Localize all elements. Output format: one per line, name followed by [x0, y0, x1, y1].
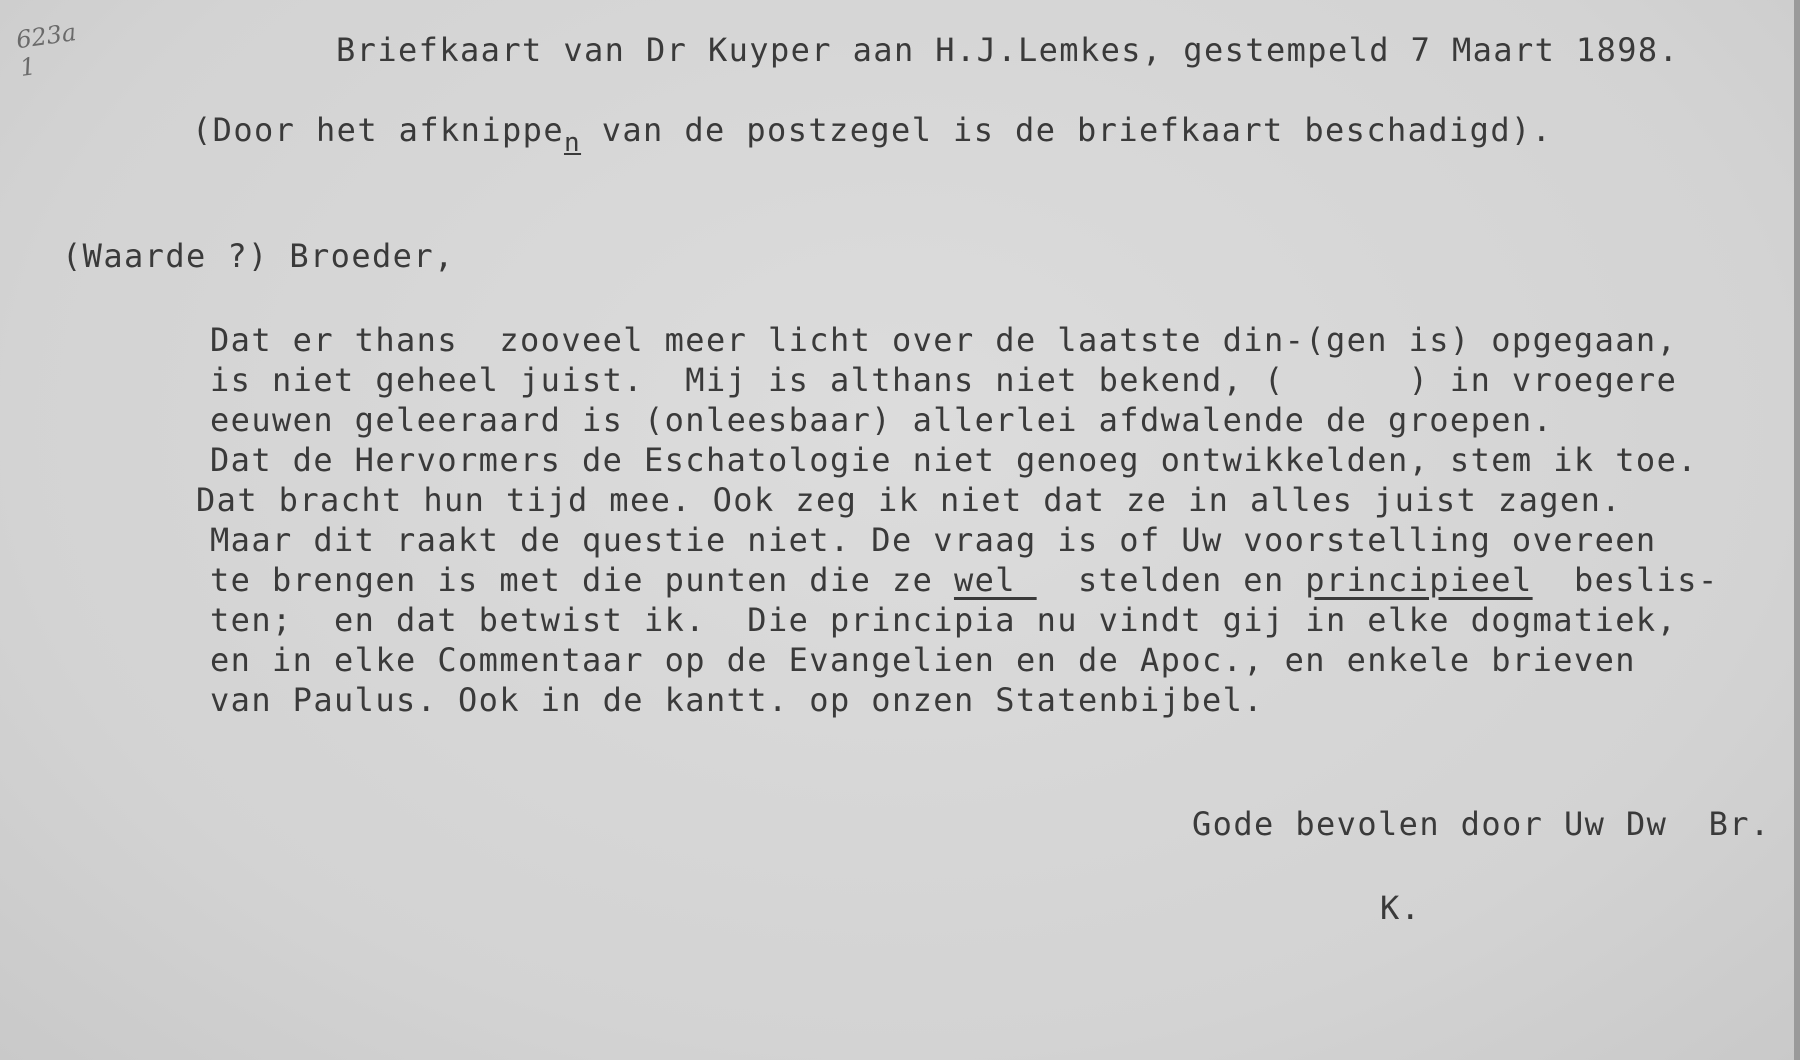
- damage-note-end: van de postzegel is de briefkaart beschadigd).: [581, 111, 1553, 149]
- body-line-7-start: te brengen is met die punten die ze: [210, 561, 954, 599]
- body-line-4: Dat de Hervormers de Eschatologie niet genoeg ontwikkelden, stem ik toe.: [210, 441, 1698, 479]
- page-edge-shadow: [1794, 0, 1800, 1060]
- archive-number-mark: 623a 1: [14, 18, 78, 82]
- body-line-2: is niet geheel juist. Mij is althans niet bekend, ( ) in vroegere: [210, 361, 1678, 399]
- body-line-7-middle: stelden en: [1036, 561, 1306, 599]
- damage-note-start: (Door het afknippe: [192, 111, 564, 149]
- damage-note: [192, 110, 1553, 158]
- underlined-principieel: principieel: [1305, 561, 1533, 599]
- body-line-9: en in elke Commentaar op de Evangelien en de Apoc., en enkele brieven: [210, 641, 1636, 679]
- salutation: (Waarde ?) Broeder,: [62, 237, 455, 275]
- body-line-5: Dat bracht hun tijd mee. Ook zeg ik niet dat ze in alles juist zagen.: [196, 481, 1622, 519]
- document-heading: Briefkaart van Dr Kuyper aan H.J.Lemkes, gestempeld 7 Maart 1898.: [336, 31, 1680, 69]
- signature: K.: [1380, 889, 1422, 927]
- body-line-6: Maar dit raakt de questie niet. De vraag is of Uw voorstelling overeen: [210, 521, 1657, 559]
- body-line-7-end: beslis-: [1532, 561, 1719, 599]
- underlined-wel: wel: [953, 561, 1037, 599]
- closing-line: Gode bevolen door Uw Dw Br.: [1192, 805, 1771, 843]
- damage-note-subscript: n: [563, 128, 582, 158]
- body-line-8: ten; en dat betwist ik. Die principia nu vindt gij in elke dogmatiek,: [210, 601, 1678, 639]
- body-line-10: van Paulus. Ook in de kantt. op onzen Statenbijbel.: [210, 681, 1264, 719]
- body-line-7: [210, 560, 1719, 600]
- body-line-3: eeuwen geleeraard is (onleesbaar) allerlei afdwalende de groepen.: [210, 401, 1554, 439]
- body-line-1: Dat er thans zooveel meer licht over de laatste din-(gen is) opgegaan,: [210, 321, 1678, 359]
